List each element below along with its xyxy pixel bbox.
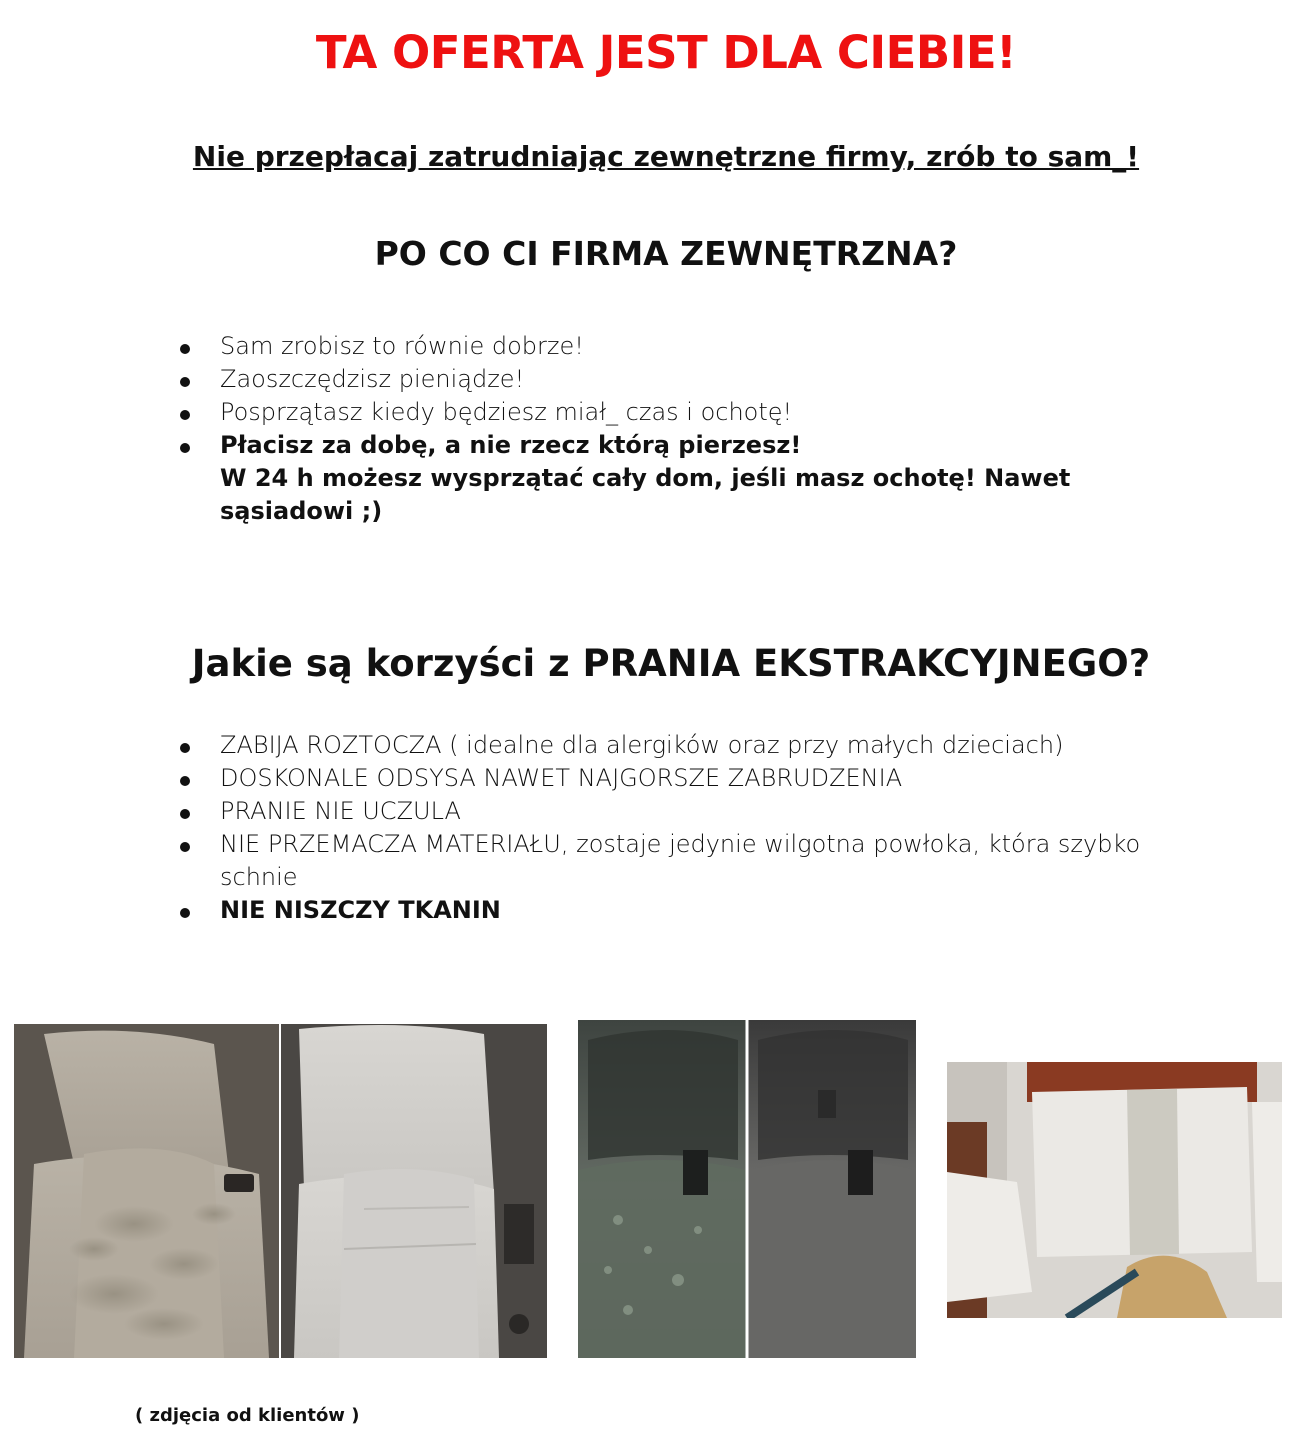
photo-car-seat-before-after	[14, 1024, 547, 1358]
list-item-text: DOSKONALE ODSYSA NAWET NAJGORSZE ZABRUDZENIA	[220, 764, 903, 792]
bullet-icon	[180, 377, 190, 387]
photo-chair-cushion-cleaning	[947, 1062, 1282, 1318]
list-item	[220, 795, 1180, 828]
list-item-text: W 24 h możesz wysprzątać cały dom, jeśli masz ochotę! Nawet sąsiadowi ;)	[220, 464, 1071, 525]
section2-list	[220, 729, 1180, 927]
list-item	[220, 762, 1180, 795]
list-item-text: PRANIE NIE UCZULA	[220, 797, 461, 825]
list-item	[220, 828, 1180, 894]
section1-title: PO CO CI FIRMA ZEWNĘTRZNA?	[374, 234, 958, 273]
bullet-icon	[180, 443, 190, 453]
list-item	[220, 729, 1180, 762]
photo-car-rear-seat-before-after	[578, 1020, 916, 1358]
list-item-text: Posprzątasz kiedy będziesz miał_ czas i ochotę!	[220, 398, 793, 426]
bullet-icon	[180, 842, 190, 852]
bullet-icon	[180, 776, 190, 786]
bullet-icon	[180, 743, 190, 753]
list-item	[220, 894, 1180, 927]
list-item	[220, 429, 1180, 528]
bullet-icon	[180, 410, 190, 420]
bullet-icon	[180, 344, 190, 354]
list-item-text: ZABIJA ROZTOCZA ( idealne dla alergików oraz przy małych dzieciach)	[220, 731, 1064, 759]
section1-list	[220, 330, 1180, 528]
list-item-text: Sam zrobisz to równie dobrze!	[220, 332, 584, 360]
subheadline: Nie przepłacaj zatrudniając zewnętrzne firmy, zrób to sam_!	[192, 140, 1140, 173]
list-item-text: NIE NISZCZY TKANIN	[220, 896, 501, 924]
list-item	[220, 396, 1180, 429]
list-item	[220, 363, 1180, 396]
list-item-text: NIE PRZEMACZA MATERIAŁU, zostaje jedynie wilgotna powłoka, która szybko schnie	[220, 830, 1141, 891]
list-item	[220, 330, 1180, 363]
photos-caption: ( zdjęcia od klientów )	[135, 1405, 360, 1426]
headline: TA OFERTA JEST DLA CIEBIE!	[315, 26, 1017, 79]
list-item-text: Zaoszczędzisz pieniądze!	[220, 365, 525, 393]
list-item-text: Płacisz za dobę, a nie rzecz którą pierzesz!	[220, 431, 802, 459]
section2-title: Jakie są korzyści z PRANIA EKSTRAKCYJNEGO?	[191, 642, 1151, 685]
bullet-icon	[180, 908, 190, 918]
bullet-icon	[180, 809, 190, 819]
